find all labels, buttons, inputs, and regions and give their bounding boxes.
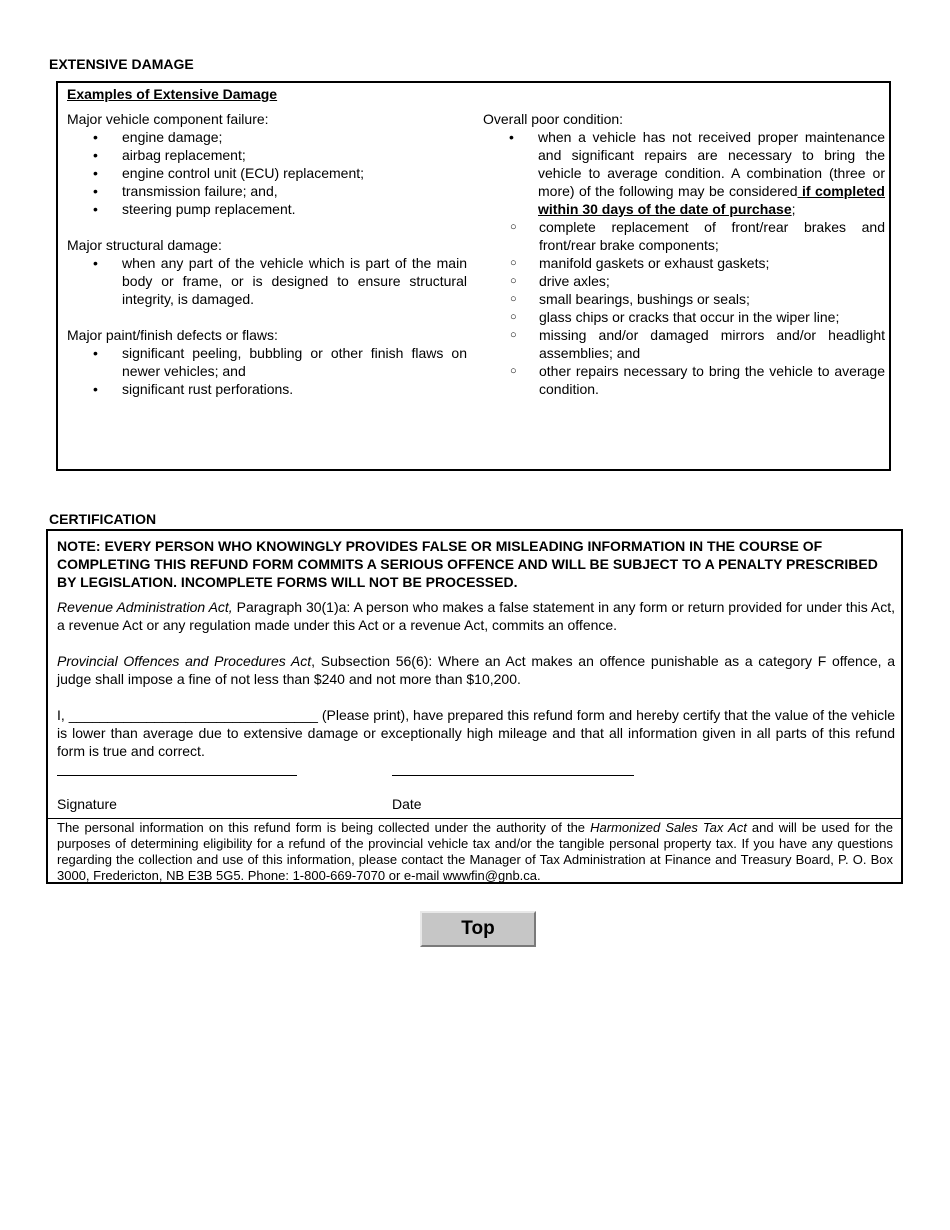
- structural-damage-group: [67, 236, 467, 308]
- list-item: ○ other repairs necessary to bring the vehicle to average condition.: [483, 362, 885, 398]
- extensive-damage-box: [56, 81, 891, 471]
- group-label: Major vehicle component failure:: [67, 111, 269, 127]
- name-print-field[interactable]: ________________________________: [68, 707, 318, 723]
- revenue-act-text: Paragraph 30(1)a: A person who makes a false statement in any form or return provided for under this Act, a revenue Act or any regulation made under this Act or a revenue Act, commits an offence.: [57, 599, 895, 633]
- date-line[interactable]: [392, 775, 634, 777]
- certify-text: (Please print), have prepared this refund form and hereby certify that the value of the vehicle is lower than average due to extensive damage or exceptionally high mileage and that all information given in all parts of this refund form is true and correct.: [57, 707, 895, 759]
- list-item: • when any part of the vehicle which is part of the main body or frame, or is designed to ensure structural integrity, is damaged.: [67, 254, 467, 308]
- extensive-damage-title: EXTENSIVE DAMAGE: [49, 56, 194, 72]
- paint-defects-group: [67, 326, 467, 398]
- poor-condition-text: when a vehicle has not received proper maintenance and significant repairs are necessary to bring the vehicle to average condition. A combination (three or more) of the following may be considered: [538, 129, 885, 199]
- revenue-act-title: Revenue Administration Act,: [57, 599, 233, 615]
- list-item: ○ drive axles;: [483, 272, 885, 290]
- certify-paragraph: [57, 706, 895, 760]
- list-item: ○ complete replacement of front/rear brakes and front/rear brake components;: [483, 218, 885, 254]
- provincial-act-title: Provincial Offences and Procedures Act: [57, 653, 312, 669]
- list-item: • transmission failure; and,: [67, 182, 467, 200]
- list-item: • significant rust perforations.: [67, 380, 467, 398]
- list-item: ○ glass chips or cracks that occur in the wiper line;: [483, 308, 885, 326]
- certify-prefix: I,: [57, 707, 69, 723]
- left-column: [67, 110, 467, 416]
- privacy-act: Harmonized Sales Tax Act: [590, 820, 747, 835]
- group-label: Major structural damage:: [67, 237, 222, 253]
- privacy-post: and will be used for the purposes of determining eligibility for a refund of the provincial vehicle tax and/or the tangible personal property tax. If you have any questions regarding the collection and use of this information, please contact the Manager of Tax Administration at Finance and Treasury Board, P. O. Box 3000, Fredericton, NB E3B 5G5. Phone: 1-800-669-7070 or e-mail wwwfin@gnb.ca.: [57, 820, 894, 883]
- examples-heading: Examples of Extensive Damage: [67, 86, 278, 102]
- provincial-act-text: , Subsection 56(6): Where an Act makes an offence punishable as a category F offence, a judge shall impose a fine of not less than $240 and not more than $10,200.: [57, 653, 895, 687]
- list-item: • significant peeling, bubbling or other finish flaws on newer vehicles; and: [67, 344, 467, 380]
- revenue-act-paragraph: [57, 598, 895, 634]
- group-label: Major paint/finish defects or flaws:: [67, 327, 278, 343]
- certification-title: CERTIFICATION: [49, 511, 157, 527]
- component-failure-group: [67, 110, 467, 218]
- list-item: • engine damage;: [67, 128, 467, 146]
- poor-condition-end: ;: [791, 201, 796, 217]
- list-item: • engine control unit (ECU) replacement;: [67, 164, 467, 182]
- poor-condition-emphasis: if completed within 30 days of the date of purchase: [538, 183, 885, 217]
- provincial-act-paragraph: [57, 652, 895, 688]
- date-label: Date: [392, 796, 422, 812]
- list-item: ○ manifold gaskets or exhaust gaskets;: [483, 254, 885, 272]
- poor-condition-item: [483, 128, 885, 398]
- privacy-notice: [48, 818, 901, 884]
- right-column: [483, 110, 885, 398]
- signature-line[interactable]: [57, 775, 297, 777]
- list-item: ○ small bearings, bushings or seals;: [483, 290, 885, 308]
- signature-label: Signature: [57, 796, 117, 812]
- list-item: • airbag replacement;: [67, 146, 467, 164]
- list-item: • steering pump replacement.: [67, 200, 467, 218]
- list-item: ○ missing and/or damaged mirrors and/or headlight assemblies; and: [483, 326, 885, 362]
- privacy-pre: The personal information on this refund form is being collected under the authority of the: [57, 820, 591, 835]
- group-label: Overall poor condition:: [483, 111, 624, 127]
- certification-box: [46, 529, 903, 884]
- top-button[interactable]: Top: [420, 911, 536, 947]
- warning-note: NOTE: EVERY PERSON WHO KNOWINGLY PROVIDES FALSE OR MISLEADING INFORMATION IN THE COURSE OF COMPLETING THIS REFUND FORM COMMITS A SERIOUS OFFENCE AND WILL BE SUBJECT TO A PENALTY PRESCRIBED BY LEGISLATION. INCOMPLETE FORMS WILL NOT BE PROCESSED.: [57, 538, 878, 590]
